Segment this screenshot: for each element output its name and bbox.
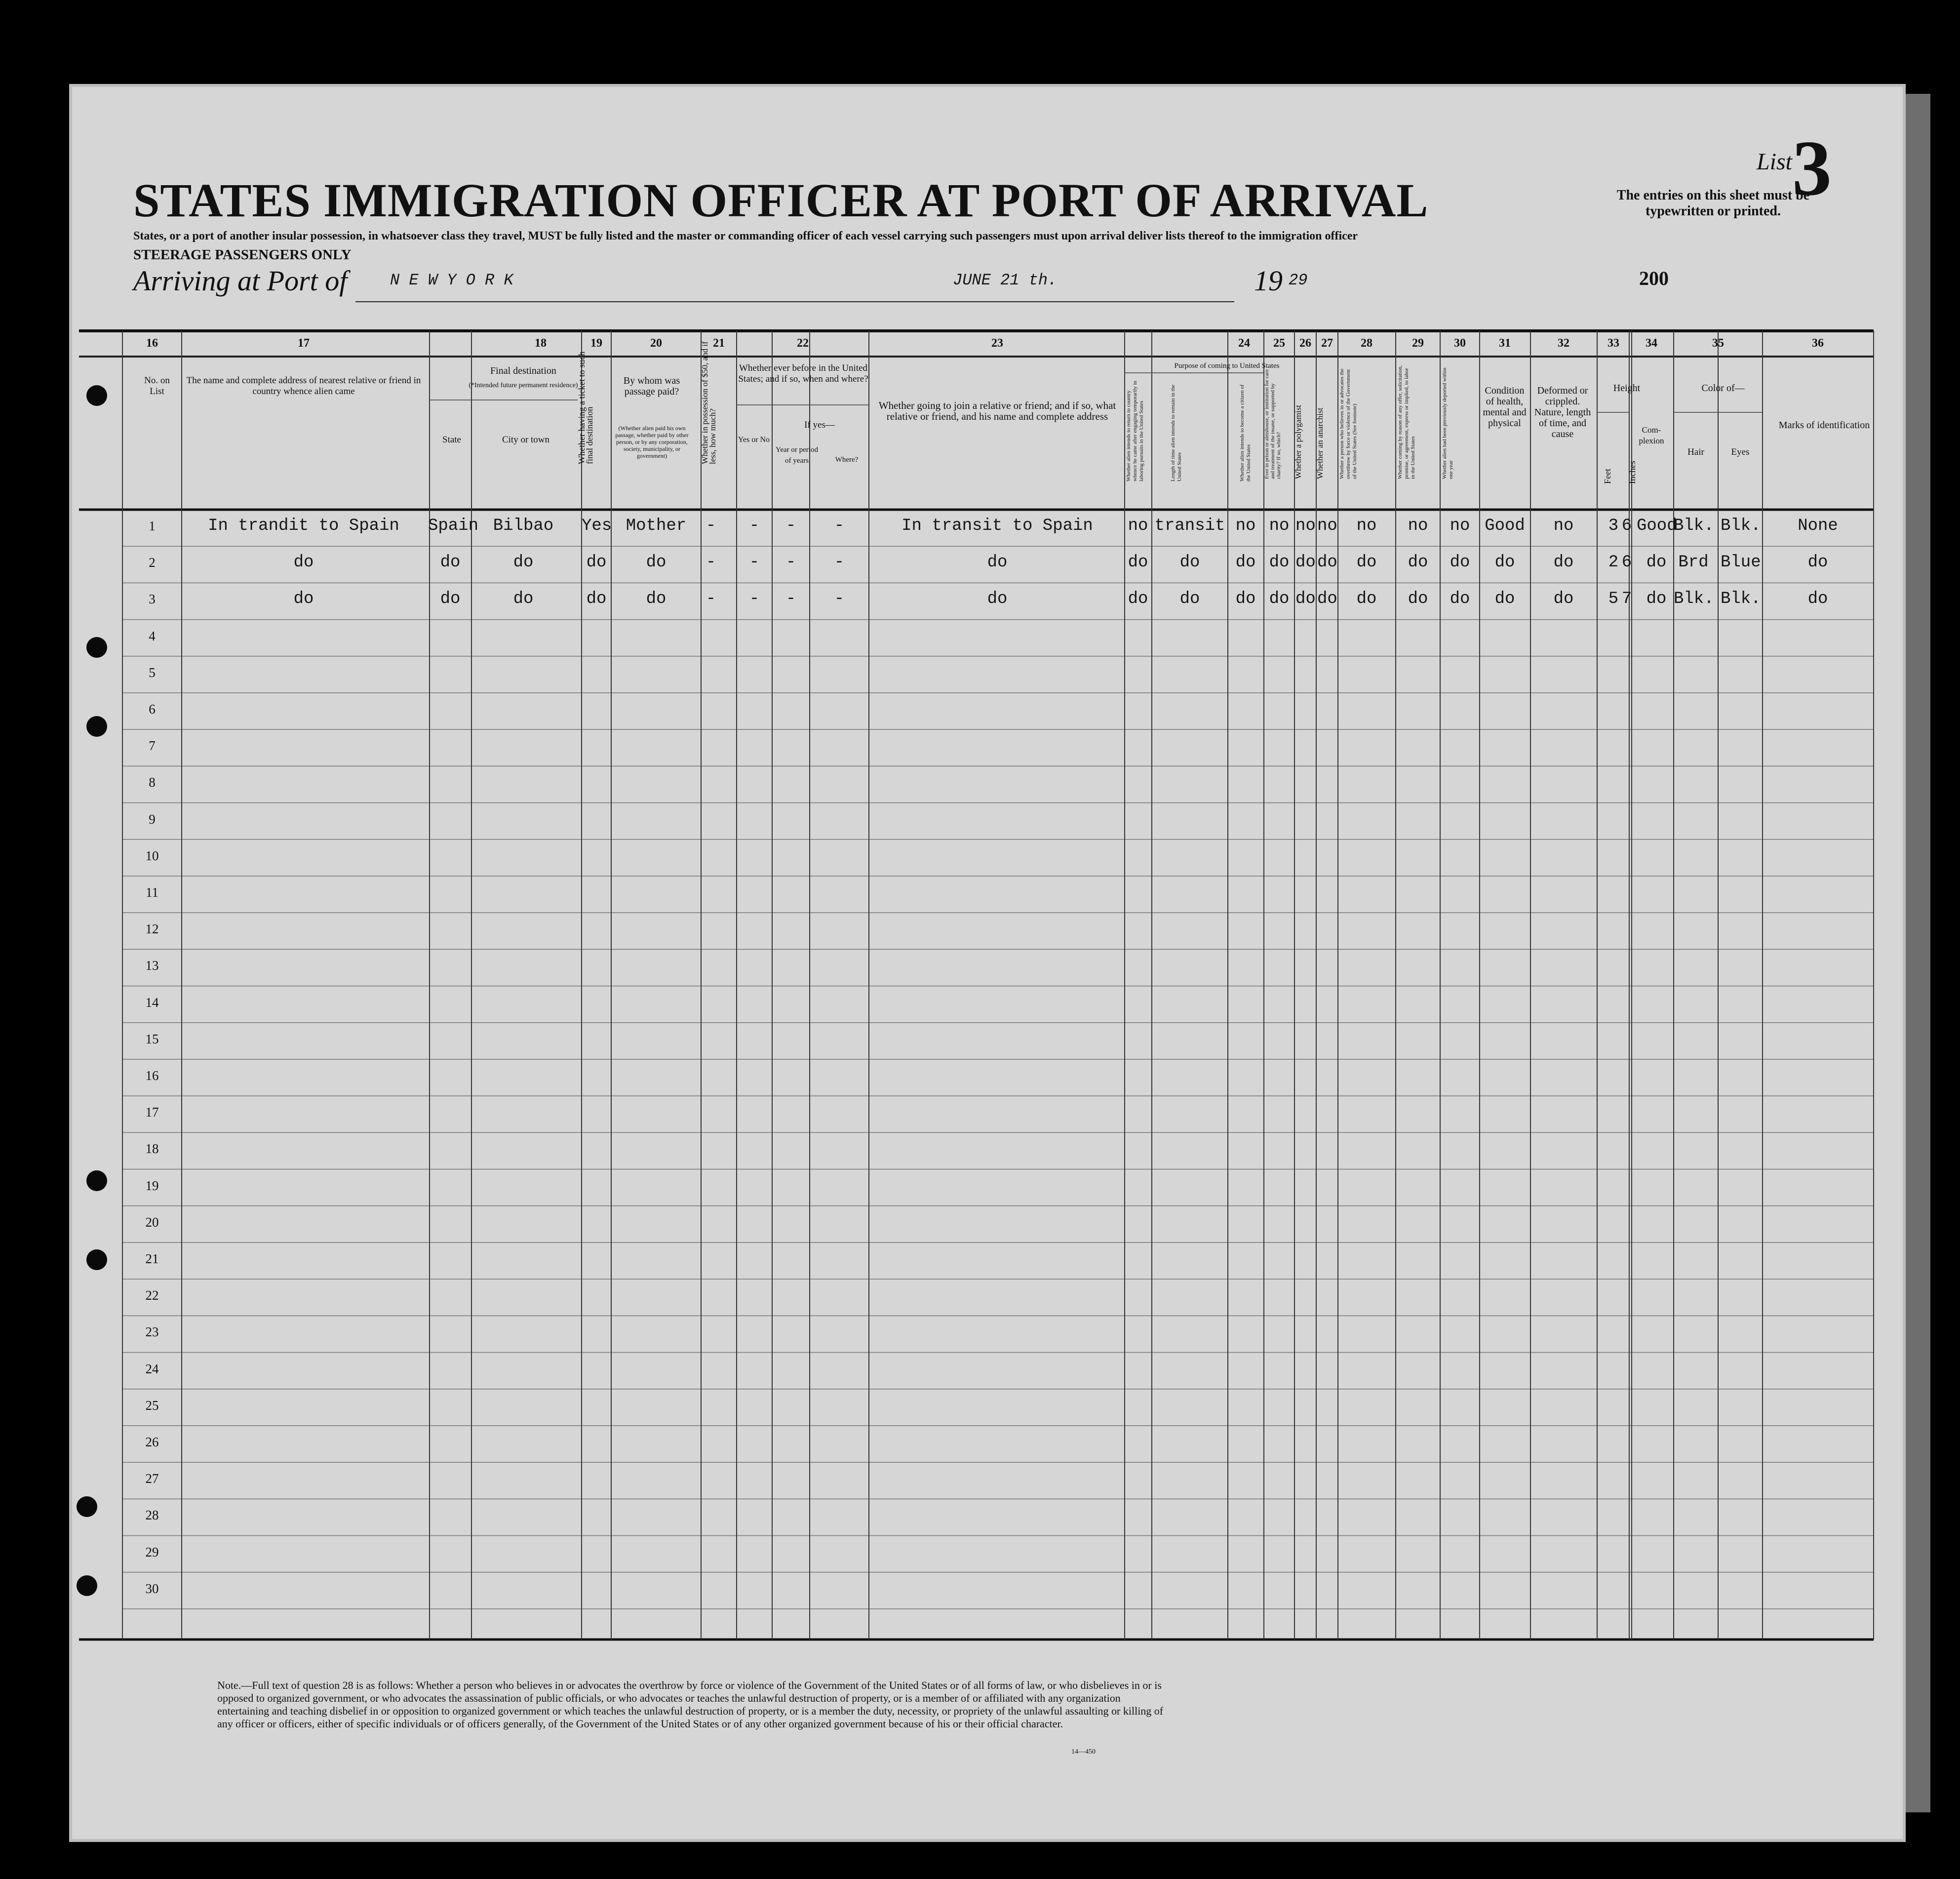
header-q28: Whether a person who believes in or advocates the overthrow by force or violence of the Government of the United States (See footnote) — [1339, 368, 1358, 479]
port-value: N E W Y O R K — [390, 271, 513, 289]
cell-complexion: do — [1646, 590, 1667, 609]
header-year-period: Year or period of years — [776, 446, 818, 465]
header-purpose-citizen: Whether alien intends to become a citizen of the United States — [1239, 384, 1252, 481]
cell-eyes: Blue — [1721, 553, 1761, 572]
cell-eyes: Blk. — [1721, 517, 1761, 535]
manifest-page — [69, 84, 1906, 1842]
cell-c27: do — [1317, 590, 1337, 609]
header-deformed: Deformed or crippled. Nature, length of time, and cause — [1534, 385, 1591, 440]
cell-state: do — [440, 590, 461, 609]
header-purpose-length: Length of time alien intends to remain in the United States — [1170, 384, 1182, 481]
cell-c22b: - — [785, 517, 796, 535]
header-polygamist: Whether a polygamist — [1294, 404, 1303, 479]
cell-p1: do — [1128, 590, 1148, 609]
cell-inches: 6 — [1621, 517, 1632, 535]
cell-city: do — [513, 553, 534, 572]
header-q30: Whether alien had been previously deported within one year — [1442, 367, 1454, 479]
list-label: List — [1756, 149, 1792, 175]
row-number: 25 — [145, 1398, 159, 1413]
column-number: 17 — [298, 337, 310, 350]
cell-ticket: do — [586, 553, 607, 572]
cell-relative: In trandit to Spain — [208, 517, 399, 535]
cell-c28: do — [1356, 590, 1377, 609]
year-prefix: 19 — [1254, 265, 1283, 297]
column-number: 26 — [1299, 337, 1311, 350]
binder-hole — [77, 1575, 97, 1596]
cell-complexion: Good — [1637, 517, 1677, 535]
column-number: 16 — [146, 337, 158, 350]
cell-c25: do — [1269, 590, 1290, 609]
header-paid-by: By whom was passage paid? — [623, 375, 680, 397]
cell-c22a: - — [749, 590, 760, 609]
cell-c21: - — [706, 590, 716, 609]
binder-hole — [86, 637, 107, 658]
header-where: Where? — [835, 456, 859, 464]
cell-deformed: do — [1553, 553, 1574, 572]
header-anarchist: Whether an anarchist — [1315, 407, 1325, 479]
column-number: 35 — [1712, 337, 1724, 350]
row-number: 22 — [145, 1288, 159, 1303]
cell-c22c: - — [834, 517, 845, 535]
cell-paid: do — [646, 590, 666, 609]
row-number: 13 — [145, 958, 159, 973]
cell-hair: Blk. — [1674, 517, 1714, 535]
cell-c30: no — [1450, 517, 1470, 535]
row-number: 21 — [145, 1251, 159, 1266]
header-condition: Condition of health, mental and physical — [1483, 385, 1527, 429]
header-hair: Hair — [1687, 447, 1704, 457]
cell-p3: no — [1235, 517, 1256, 535]
cell-c29: do — [1408, 590, 1428, 609]
cell-ticket: do — [586, 590, 607, 609]
cell-c22b: - — [785, 553, 796, 572]
cell-marks: do — [1807, 553, 1828, 572]
cell-health: do — [1494, 590, 1515, 609]
cell-join: do — [987, 590, 1008, 609]
cell-c22a: - — [749, 517, 760, 535]
page-title: STATES IMMIGRATION OFFICER AT PORT OF ARRIVAL — [133, 174, 1429, 227]
cell-c26: do — [1295, 553, 1316, 572]
cell-c21: - — [706, 553, 716, 572]
cell-feet: 2 — [1608, 553, 1619, 572]
column-number: 36 — [1812, 337, 1824, 350]
cell-c25: no — [1269, 517, 1290, 535]
header-height: Height — [1613, 383, 1641, 394]
header-purpose-return: Whether alien intends to return to country whence he came after engaging temporarily in laboring pursuits in the United States — [1126, 380, 1144, 481]
cell-c21: - — [706, 517, 716, 535]
column-number: 24 — [1238, 337, 1250, 350]
header-inches: Inches — [1627, 461, 1637, 484]
cell-feet: 3 — [1608, 517, 1619, 535]
column-number: 18 — [535, 337, 547, 350]
header-paid-by-note: (Whether alien paid his own passage, whether paid by other person, or by any corporation, society, municipality, or government) — [615, 425, 689, 459]
cell-marks: do — [1807, 590, 1828, 609]
cell-eyes: Blk. — [1721, 590, 1761, 609]
column-number: 32 — [1558, 337, 1569, 350]
column-number: 27 — [1321, 337, 1333, 350]
cell-state: do — [440, 553, 461, 572]
steerage-label: STEERAGE PASSENGERS ONLY — [133, 247, 352, 263]
binder-hole — [86, 385, 107, 406]
cell-c30: do — [1450, 590, 1470, 609]
row-number: 30 — [145, 1581, 159, 1596]
header-feet: Feet — [1603, 469, 1612, 484]
row-number: 7 — [149, 738, 156, 754]
list-number: 3 — [1792, 124, 1832, 212]
column-number: 20 — [650, 337, 662, 350]
row-number: 19 — [145, 1178, 159, 1193]
row-number: 20 — [145, 1214, 159, 1230]
arrival-date: JUNE 21 th. — [953, 271, 1058, 289]
header-complexion: Com-plexion — [1639, 425, 1664, 445]
header-eyes: Eyes — [1731, 447, 1750, 457]
row-number: 6 — [149, 702, 156, 717]
header-final-destination-note: (*Intended future permanent residence) — [469, 382, 578, 389]
header-q29: Whether coming by reason of any offer, solicitation, promise, or agreement, express or implied, to labor in the United States — [1397, 365, 1416, 479]
row-number: 10 — [145, 848, 159, 863]
header-marks: Marks of identification — [1778, 420, 1870, 431]
cell-c22c: - — [834, 590, 845, 609]
column-number: 34 — [1646, 337, 1657, 350]
cell-c27: do — [1317, 553, 1337, 572]
cell-deformed: no — [1553, 517, 1574, 535]
header-almshouse: Ever in prison or almshouse, or institution for care and treatment of the insane, or supported by charity? If so, which? — [1264, 369, 1282, 479]
header-if-yes: If yes— — [804, 420, 835, 430]
year-suffix: 29 — [1289, 271, 1308, 289]
column-number: 33 — [1607, 337, 1619, 350]
cell-p3: do — [1235, 553, 1256, 572]
cell-p2: do — [1179, 590, 1200, 609]
row-number: 14 — [145, 995, 159, 1010]
header-no-on-list: No. on List — [144, 375, 170, 397]
cell-c29: do — [1408, 553, 1428, 572]
cell-relative: do — [293, 590, 314, 609]
header-city: City or town — [502, 435, 550, 445]
cell-paid: Mother — [626, 517, 687, 535]
row-number: 24 — [145, 1361, 159, 1376]
cell-p1: do — [1128, 553, 1148, 572]
row-number: 28 — [145, 1508, 159, 1523]
arriving-label: Arriving at Port of — [133, 265, 348, 297]
row-number: 8 — [149, 775, 156, 790]
cell-c26: no — [1295, 517, 1316, 535]
row-number: 29 — [145, 1544, 159, 1559]
column-number: 28 — [1361, 337, 1372, 350]
cell-deformed: do — [1553, 590, 1574, 609]
column-number: 21 — [713, 337, 725, 350]
row-number: 11 — [146, 885, 158, 900]
row-number: 4 — [149, 628, 156, 643]
column-number: 19 — [590, 337, 602, 350]
cell-c26: do — [1295, 590, 1316, 609]
cell-hair: Brd — [1678, 553, 1709, 572]
header-relative-address: The name and complete address of nearest relative or friend in country whence alien came — [186, 375, 421, 397]
row-number: 17 — [145, 1105, 159, 1120]
cell-c30: do — [1450, 553, 1470, 572]
header-yes-no: Yes or No — [738, 436, 770, 444]
row-number: 1 — [149, 519, 156, 533]
row-number: 18 — [145, 1141, 159, 1157]
footnote: Note.—Full text of question 28 is as follows: Whether a person who believes in or advocates the overthrow by force or violence of the Government of the United States or of all forms of law, or who disbelieves in or is opposed to organized government, or who advocates the assassination of public officials, or who advocates or teaches the unlawful destruction of property, or is a member of or affiliated with any organization entertaining and teaching disbelief in or opposition to organized government or which teaches the unlawful destruction of property, or is a member the duty, necessity, or propriety of the unlawful assaulting or killing of any officer or officers, either of specific individuals or of officers generally, of the Government of the United States or of any other organized government because of his or their official character. — [217, 1679, 1164, 1730]
header-join-relative: Whether going to join a relative or friend; and if so, what relative or friend, and his name and complete address — [878, 400, 1116, 422]
column-number: 30 — [1454, 337, 1466, 350]
cell-health: Good — [1485, 517, 1525, 535]
binder-hole — [86, 716, 107, 737]
header-final-destination: Final destination — [490, 365, 556, 376]
cell-ticket: Yes — [582, 517, 612, 535]
header-before-in-us: Whether ever before in the United States; and if so, when and where? — [738, 363, 868, 384]
cell-feet: 5 — [1608, 590, 1619, 609]
column-number: 23 — [991, 337, 1003, 350]
column-number: 22 — [797, 337, 809, 350]
cell-complexion: do — [1646, 553, 1667, 572]
cell-inches: 6 — [1621, 553, 1632, 572]
cell-c27: no — [1317, 517, 1337, 535]
header-state: State — [442, 435, 461, 445]
list-note: The entries on this sheet must be typewritten or printed. — [1616, 188, 1810, 219]
column-number: 31 — [1499, 337, 1511, 350]
cell-relative: do — [293, 553, 314, 572]
cell-c28: no — [1356, 517, 1377, 535]
form-number: 14—450 — [1071, 1748, 1096, 1756]
column-number: 29 — [1412, 337, 1424, 350]
row-number: 16 — [145, 1068, 159, 1083]
row-number: 9 — [149, 811, 156, 827]
header-color-of: Color of— — [1701, 383, 1745, 394]
row-number: 23 — [145, 1324, 159, 1340]
row-number: 26 — [145, 1435, 159, 1449]
header-possession-50: Whether in possession of $50, and if less, how much? — [700, 341, 717, 464]
cell-c22b: - — [785, 590, 796, 609]
binder-hole — [77, 1496, 97, 1517]
cell-p1: no — [1128, 517, 1148, 535]
cell-state: Spain — [428, 517, 479, 535]
cell-c29: no — [1408, 517, 1428, 535]
cell-inches: 7 — [1621, 590, 1632, 609]
cell-c28: do — [1356, 553, 1377, 572]
cell-city: Bilbao — [493, 517, 554, 535]
binder-hole — [86, 1249, 107, 1270]
row-number: 27 — [145, 1471, 159, 1486]
cell-marks: None — [1798, 517, 1838, 535]
row-number: 2 — [149, 555, 156, 570]
cell-p2: transit — [1154, 517, 1225, 535]
row-number: 3 — [149, 592, 156, 607]
row-number: 5 — [149, 665, 156, 680]
header-ticket: Whether having a ticket to such final destination — [577, 351, 594, 464]
cell-c22c: - — [834, 553, 845, 572]
cell-c22a: - — [749, 553, 760, 572]
cell-paid: do — [646, 553, 666, 572]
row-number: 15 — [145, 1031, 159, 1046]
cell-p2: do — [1179, 553, 1200, 572]
sheet-number: 200 — [1639, 267, 1669, 289]
row-number: 12 — [145, 921, 159, 937]
cell-hair: Blk. — [1674, 590, 1714, 609]
header-purpose: Purpose of coming to United States — [1174, 362, 1280, 370]
cell-health: do — [1494, 553, 1515, 572]
cell-c25: do — [1269, 553, 1290, 572]
cell-city: do — [513, 590, 534, 609]
header-instructions: States, or a port of another insular possession, in whatsoever class they travel, MUST be fully listed and the master or commanding officer of each vessel carrying such passengers must upon arrival deliver lists thereof to the immigration officer — [133, 230, 1358, 242]
binder-hole — [86, 1170, 107, 1191]
cell-join: In transit to Spain — [902, 517, 1093, 535]
cell-join: do — [987, 553, 1008, 572]
column-number: 25 — [1273, 337, 1285, 350]
cell-p3: do — [1235, 590, 1256, 609]
